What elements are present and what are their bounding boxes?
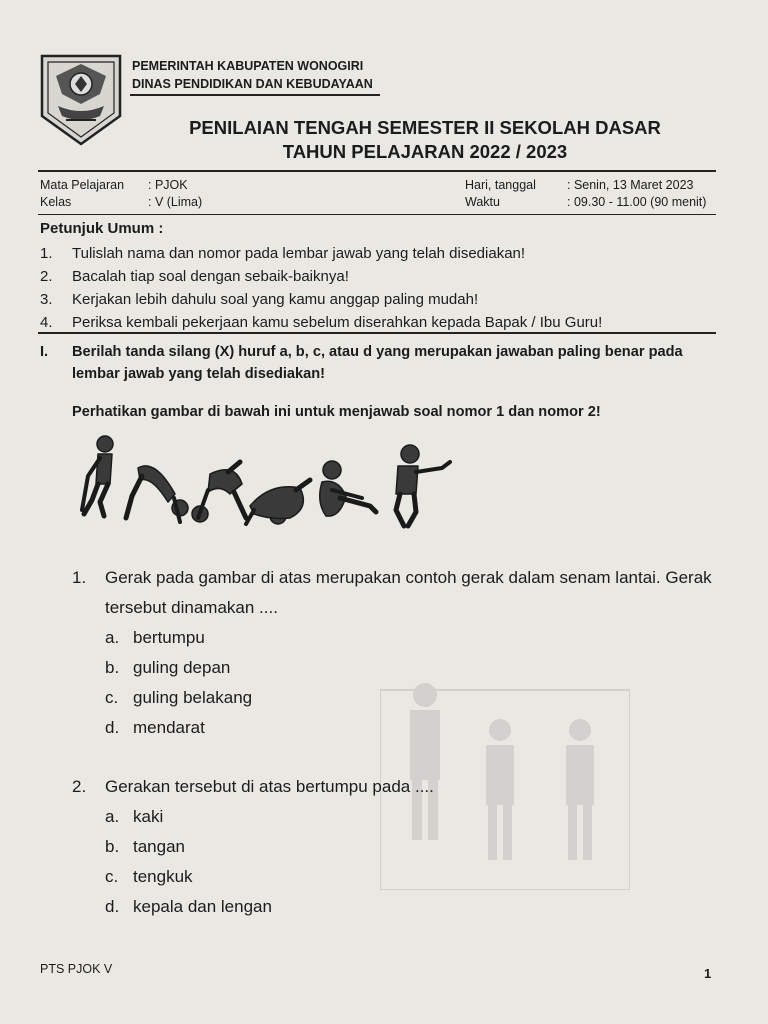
question-2 (72, 772, 752, 922)
class-value: : V (Lima) (148, 195, 203, 209)
general-instructions-heading: Petunjuk Umum : (40, 220, 164, 237)
day-value: : Senin, 13 Maret 2023 (567, 178, 694, 192)
day-label: Hari, tanggal (465, 178, 536, 192)
exam-title (130, 116, 720, 164)
government-name: PEMERINTAH KABUPATEN WONOGIRI (132, 59, 364, 73)
list-item: 4. Periksa kembali pekerjaan kamu sebelum diserahkan kepada Bapak / Ibu Guru! (40, 314, 603, 331)
class-label: Kelas (40, 195, 72, 209)
question-number: 1. (72, 568, 87, 587)
meta-right (465, 177, 706, 211)
heading-underline (130, 94, 380, 96)
divider (38, 170, 716, 172)
option-c: c. guling belakang (105, 688, 253, 707)
subject-value: : PJOK (148, 178, 188, 192)
page-number: 1 (704, 966, 712, 981)
department-name: DINAS PENDIDIKAN DAN KEBUDAYAAN (132, 77, 373, 91)
footer-label: PTS PJOK V (40, 962, 113, 976)
question-text: Gerak pada gambar di atas merupakan contoh gerak dalam senam lantai. Gerak tersebut dinamakan .... (105, 568, 712, 617)
section-text: Berilah tanda silang (X) huruf a, b, c, atau d yang merupakan jawaban paling benar pada lembar jawab yang telah disediakan! (72, 344, 683, 382)
section-instruction (40, 341, 720, 385)
option-b: b. tangan (105, 837, 185, 856)
option-d: d. kepala dan lengan (105, 897, 272, 916)
forward-roll-illustration (70, 432, 460, 537)
divider (38, 214, 716, 215)
option-a: a. bertumpu (105, 628, 205, 647)
list-item: 2. Bacalah tiap soal dengan sebaik-baiknya! (40, 268, 349, 285)
time-label: Waktu (465, 195, 500, 209)
question-number: 2. (72, 777, 87, 796)
divider (38, 332, 716, 334)
government-heading (132, 57, 373, 93)
option-a: a. kaki (105, 807, 164, 826)
subject-label: Mata Pelajaran (40, 178, 125, 192)
list-item: 1. Tulislah nama dan nomor pada lembar jawab yang telah disediakan! (40, 245, 526, 262)
question-1 (72, 563, 752, 743)
exam-title-line2: TAHUN PELAJARAN 2022 / 2023 (282, 141, 568, 162)
option-c: c. tengkuk (105, 867, 193, 886)
meta-left (40, 177, 202, 211)
list-item: 3. Kerjakan lebih dahulu soal yang kamu anggap paling mudah! (40, 291, 479, 308)
picture-note: Perhatikan gambar di bawah ini untuk menjawab soal nomor 1 dan nomor 2! (72, 404, 601, 420)
option-d: d. mendarat (105, 718, 205, 737)
question-text: Gerakan tersebut di atas bertumpu pada .... (105, 777, 434, 796)
wonogiri-regency-emblem-icon (40, 54, 122, 146)
section-number: I. (40, 344, 49, 360)
time-value: : 09.30 - 11.00 (90 menit) (567, 195, 707, 209)
exam-title-line1: PENILAIAN TENGAH SEMESTER II SEKOLAH DASAR (189, 117, 661, 138)
option-b: b. guling depan (105, 658, 231, 677)
general-instructions-list (40, 242, 602, 334)
